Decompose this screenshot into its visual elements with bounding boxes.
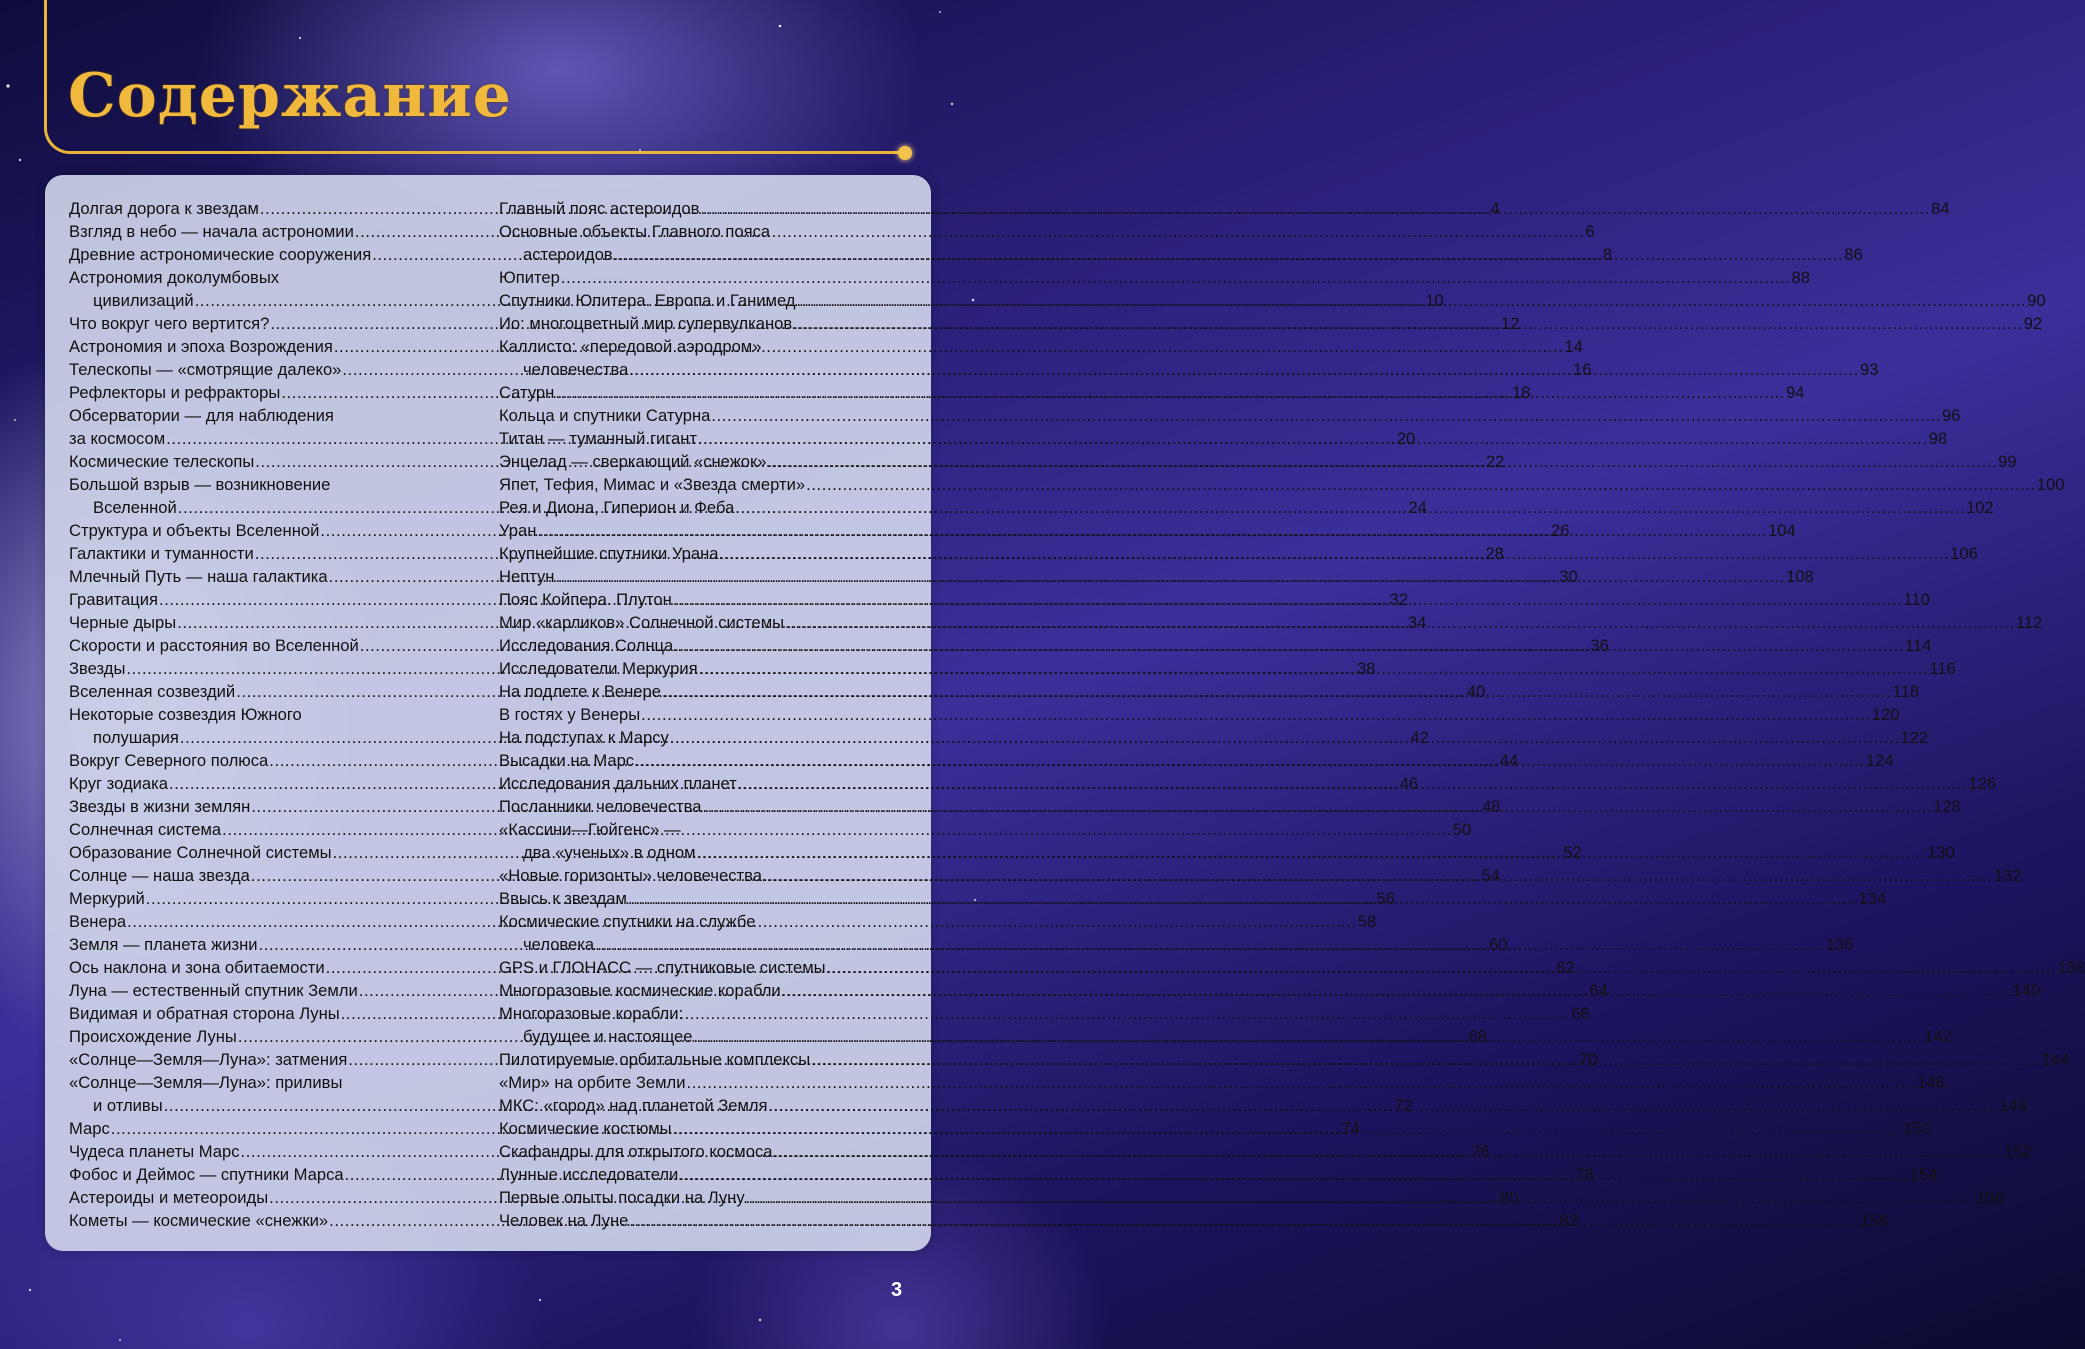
toc-dot-leader — [735, 496, 1965, 519]
toc-dot-leader — [746, 1186, 1976, 1209]
toc-entry-page: 28 — [1485, 544, 1504, 563]
toc-entry-title: Солнечная система — [69, 820, 222, 839]
toc-entry-page: 48 — [1481, 797, 1501, 816]
toc-entry-title-line: «Солнце—Земля—Луна»: приливы — [69, 1073, 343, 1092]
toc-dot-leader — [702, 795, 1932, 818]
toc-entry-page: 124 — [1865, 751, 1894, 770]
toc-entry-page: 130 — [1927, 843, 1955, 862]
toc-entry-title-line: Каллисто: «передовой аэродром» — [499, 337, 762, 356]
toc-entry-page: 92 — [2023, 314, 2043, 333]
toc-dot-leader — [769, 1094, 1999, 1117]
toc-entry-title: «Новые горизонты» человечества — [499, 866, 762, 885]
toc-entry-page: 96 — [1942, 406, 1961, 425]
toc-entry-title: Спутники Юпитера. Европа и Ганимед — [499, 291, 796, 310]
toc-entry-page: 10 — [1425, 291, 1444, 310]
toc-entry-page: 4 — [1490, 199, 1500, 218]
toc-dot-leader — [687, 1071, 1917, 1094]
toc-dot-leader — [629, 1209, 1859, 1232]
toc-entry-title: Чудеса планеты Марс — [69, 1142, 240, 1161]
toc-entry-title: Главный пояс астероидов — [499, 199, 700, 218]
toc-entry-title: Крупнейшие спутники Урана — [499, 544, 719, 563]
toc-entry-title: Энцелад — сверкающий «снежок» — [499, 452, 767, 471]
toc-entry-page: 93 — [1859, 360, 1879, 379]
toc-entry-page: 58 — [1357, 912, 1377, 931]
toc-entry-title: Сатурн — [499, 383, 555, 402]
toc-entry-title: Многоразовые космические корабли — [499, 981, 781, 1000]
toc-entry-page: 86 — [1844, 245, 1863, 264]
toc-entry-page: 98 — [1928, 429, 1948, 448]
toc-entry-title: Исследователи Меркурия — [499, 659, 698, 678]
toc-entry-page: 122 — [1900, 728, 1929, 747]
toc-entry-title: Космические телескопы — [69, 452, 255, 471]
toc-dot-leader — [629, 358, 1859, 381]
toc-entry-title-line: Большой взрыв — возникновение — [69, 475, 331, 494]
toc-entry-title: Первые опыты посадки на Луну — [499, 1188, 745, 1207]
toc-entry-page: 68 — [1468, 1027, 1487, 1046]
toc-dot-leader — [806, 473, 2036, 496]
toc-entry-title: Фобос и Деймос — спутники Марса — [69, 1165, 344, 1184]
toc-entry-page: 66 — [1571, 1004, 1590, 1023]
toc-entry-page: 116 — [1929, 659, 1956, 678]
toc-entry-title: Марс — [69, 1119, 110, 1138]
toc-entry-page: 80 — [1499, 1188, 1519, 1207]
toc-entry-page: 54 — [1481, 866, 1500, 885]
toc-entry-title: «Солнце—Земля—Луна»: затмения — [69, 1050, 348, 1069]
toc-entry-title: Видимая и обратная сторона Луны — [69, 1004, 340, 1023]
toc-entry-title: GPS и ГЛОНАСС — спутниковые системы — [499, 958, 826, 977]
toc-entry-title: Структура и объекты Вселенной — [69, 521, 320, 540]
toc-entry-page: 118 — [1892, 682, 1920, 701]
toc-entry-title: Высадки на Марс — [499, 751, 635, 770]
toc-dot-leader — [673, 588, 1903, 611]
toc-entry-page: 90 — [2027, 291, 2046, 310]
toc-entry-title: астероидов — [523, 245, 613, 264]
toc-entry-title: Венера — [69, 912, 127, 931]
toc-entry-title: Человек на Луне — [499, 1211, 629, 1230]
toc-dot-leader — [700, 197, 1930, 220]
toc-dot-leader — [763, 864, 1993, 887]
toc-entry-page: 132 — [1993, 866, 2022, 885]
toc-entry[interactable] — [499, 266, 1810, 289]
toc-dot-leader — [699, 657, 1929, 680]
toc-entry-page: 62 — [1556, 958, 1575, 977]
toc-entry-title: Пилотируемые орбитальные комплексы — [499, 1050, 811, 1069]
toc-entry[interactable] — [499, 197, 1950, 220]
toc-entry-page: 74 — [1341, 1119, 1360, 1138]
toc-entry-title: Ось наклона и зона обитаемости — [69, 958, 325, 977]
toc-entry-page: 34 — [1407, 613, 1427, 632]
toc-entry-page: 120 — [1871, 705, 1900, 724]
toc-entry-page: 146 — [1917, 1073, 1945, 1092]
toc-entry-page: 84 — [1931, 199, 1950, 218]
toc-entry-page: 56 — [1376, 889, 1395, 908]
toc-dot-leader — [561, 266, 1791, 289]
toc-entry[interactable] — [499, 1071, 1945, 1094]
toc-entry-title: Образование Солнечной системы — [69, 843, 332, 862]
toc-entry-page: 158 — [1859, 1211, 1888, 1230]
toc-entry-title: Нептун — [499, 567, 555, 586]
toc-entry-title-line: Астрономия доколумбовых — [69, 268, 280, 287]
toc-dot-leader — [628, 887, 1858, 910]
toc-entry-page: 104 — [1768, 521, 1796, 540]
toc-entry-title: Что вокруг чего вертится? — [69, 314, 270, 333]
toc-entry-title: Млечный Путь — наша галактика — [69, 567, 328, 586]
toc-entry-title: Рея и Диона, Гиперион и Феба — [499, 498, 735, 517]
toc-entry-title-line: Основные объекты Главного пояса — [499, 222, 771, 241]
toc-entry-title: Мир «карликов» Солнечной системы — [499, 613, 785, 632]
toc-entry-title: Пояс Койпера. Плутон — [499, 590, 672, 609]
toc-entry-page: 14 — [1564, 337, 1583, 356]
toc-entry-title: Взгляд в небо — начала астрономии — [69, 222, 354, 241]
toc-dot-leader — [827, 956, 2057, 979]
toc-entry-title: Кометы — космические «снежки» — [69, 1211, 329, 1230]
toc-dot-leader — [555, 381, 1785, 404]
toc-entry-page: 16 — [1573, 360, 1592, 379]
toc-entry-title-line: Многоразовые корабли: — [499, 1004, 684, 1023]
toc-entry-title: На подступах к Марсу — [499, 728, 669, 747]
toc-entry-page: 6 — [1585, 222, 1595, 241]
toc-entry-title: Ио: многоцветный мир супервулканов — [499, 314, 793, 333]
toc-dot-leader — [674, 634, 1904, 657]
toc-entry-title: Астероиды и метеороиды — [69, 1188, 269, 1207]
toc-entry-title: Япет, Тефия, Мимас и «Звезда смерти» — [499, 475, 806, 494]
toc-entry-page: 88 — [1791, 268, 1810, 287]
toc-entry-page: 156 — [1976, 1188, 2004, 1207]
toc-dot-leader — [679, 1163, 1909, 1186]
toc-dot-leader — [782, 979, 2012, 1002]
toc-entry-title: Происхождение Луны — [69, 1027, 237, 1046]
toc-dot-leader — [662, 680, 1892, 703]
toc-entry-page: 144 — [2041, 1050, 2070, 1069]
toc-entry-title: полушария — [93, 728, 179, 747]
toc-entry-title: Долгая дорога к звездам — [69, 199, 259, 218]
toc-dot-leader — [673, 1117, 1903, 1140]
toc-entry-title: Круг зодиака — [69, 774, 168, 793]
toc-dot-leader — [694, 1025, 1924, 1048]
toc-entry-page: 110 — [1903, 590, 1930, 609]
toc-entry-title: Солнце — наша звезда — [69, 866, 250, 885]
toc-entry-title-line: Космические спутники на службе — [499, 912, 756, 931]
toc-entry-page: 99 — [1998, 452, 2017, 471]
toc-entry-title: Уран — [499, 521, 537, 540]
toc-entry-page: 32 — [1389, 590, 1409, 609]
toc-entry-page: 152 — [2004, 1142, 2032, 1161]
toc-entry-title: за космосом — [69, 429, 166, 448]
toc-entry-title: человечества — [523, 360, 629, 379]
toc-entry-title: В гостях у Венеры — [499, 705, 641, 724]
toc-entry-page: 44 — [1499, 751, 1519, 770]
toc-entry-title: цивилизаций — [93, 291, 194, 310]
toc-entry-title: будущее и настоящее — [523, 1027, 693, 1046]
toc-dot-leader — [697, 841, 1927, 864]
toc-entry-page: 70 — [1578, 1050, 1598, 1069]
toc-entry-page: 94 — [1785, 383, 1805, 402]
toc-entry[interactable] — [499, 220, 1863, 266]
toc-entry-page: 140 — [2012, 981, 2040, 1000]
toc-dot-leader — [635, 749, 1865, 772]
toc-dot-leader — [793, 312, 2023, 335]
toc-dot-leader — [641, 703, 1871, 726]
toc-entry-title: Вселенная созвездий — [69, 682, 236, 701]
toc-entry-page: 102 — [1965, 498, 1994, 517]
toc-entry-page: 40 — [1466, 682, 1486, 701]
toc-entry-title: Меркурий — [69, 889, 145, 908]
toc-entry-page: 106 — [1950, 544, 1978, 563]
toc-entry[interactable] — [499, 473, 2065, 496]
toc-dot-leader — [797, 289, 2027, 312]
toc-entry-title: Титан — туманный гигант — [499, 429, 697, 448]
toc-entry-title: Скорости и расстояния во Вселенной — [69, 636, 359, 655]
toc-entry-title: МКС: «город» над планетой Земля — [499, 1096, 768, 1115]
toc-entry-page: 138 — [2057, 958, 2085, 977]
toc-entry-title: Вселенной — [93, 498, 177, 517]
toc-entry-title: Луна — естественный спутник Земли — [69, 981, 358, 1000]
toc-entry-title-line: Некоторые созвездия Южного — [69, 705, 302, 724]
toc-entry-page: 78 — [1575, 1165, 1594, 1184]
toc-entry-title: Астрономия и эпоха Возрождения — [69, 337, 333, 356]
toc-entry-title: «Мир» на орбите Земли — [499, 1073, 686, 1092]
toc-entry-page: 148 — [1999, 1096, 2027, 1115]
toc-entry-title: Вокруг Северного полюса — [69, 751, 269, 770]
toc-entry-page: 26 — [1550, 521, 1570, 540]
toc-entry[interactable] — [499, 404, 1961, 427]
toc-dot-leader — [811, 1048, 2041, 1071]
page-number: 3 — [891, 1279, 903, 1301]
toc-entry-page: 50 — [1452, 820, 1472, 839]
toc-entry-title: и отливы — [93, 1096, 163, 1115]
toc-dot-leader — [719, 542, 1949, 565]
toc-dot-leader — [670, 726, 1900, 749]
toc-entry-page: 42 — [1410, 728, 1429, 747]
toc-entry-page: 8 — [1602, 245, 1613, 264]
toc-dot-leader — [738, 772, 1968, 795]
toc-dot-leader — [768, 450, 1998, 473]
toc-entry-page: 46 — [1399, 774, 1419, 793]
toc-dot-leader — [614, 243, 1844, 266]
toc-entry-page: 52 — [1563, 843, 1582, 862]
toc-entry-page: 108 — [1786, 567, 1814, 586]
toc-entry-page: 128 — [1933, 797, 1961, 816]
toc-entry-title: Исследования дальних планет — [499, 774, 737, 793]
toc-entry-page: 38 — [1357, 659, 1376, 678]
toc-entry-title: Скафандры для открытого космоса — [499, 1142, 773, 1161]
toc-entry-title: Земля — планета жизни — [69, 935, 258, 954]
toc-dot-leader — [555, 565, 1785, 588]
toc-entry-title: Рефлекторы и рефракторы — [69, 383, 281, 402]
toc-entry-page: 76 — [1471, 1142, 1490, 1161]
toc-entry-page: 64 — [1589, 981, 1608, 1000]
toc-dot-leader — [785, 611, 2015, 634]
toc-entry-page: 12 — [1500, 314, 1520, 333]
toc-entry-title: Древние астрономические сооружения — [69, 245, 372, 264]
toc-entry-page: 60 — [1489, 935, 1508, 954]
toc-entry-page: 142 — [1924, 1027, 1952, 1046]
toc-entry-page: 18 — [1511, 383, 1531, 402]
toc-entry-page: 154 — [1909, 1165, 1938, 1184]
toc-entry-title: Посланники человечества — [499, 797, 702, 816]
toc-entry-title: Звезды в жизни землян — [69, 797, 251, 816]
toc-entry-page: 36 — [1590, 636, 1609, 655]
toc-entry-page: 150 — [1903, 1119, 1931, 1138]
toc-entry-title-line: Обсерватории — для наблюдения — [69, 406, 334, 425]
toc-entry-title-line: «Кассини—Гюйгенс» — — [499, 820, 681, 839]
toc-dot-leader — [698, 427, 1928, 450]
toc-dot-leader — [537, 519, 1767, 542]
toc-dot-leader — [711, 404, 1941, 427]
toc-entry-title: два «ученых» в одном — [523, 843, 696, 862]
toc-entry-title: Лунные исследователи — [499, 1165, 679, 1184]
toc-entry-title: Космические костюмы — [499, 1119, 672, 1138]
toc-entry-page: 82 — [1559, 1211, 1579, 1230]
toc-entry-title: Юпитер — [499, 268, 560, 287]
toc-entry-page: 30 — [1559, 567, 1578, 586]
toc-entry-title: Гравитация — [69, 590, 158, 609]
toc-entry-page: 134 — [1858, 889, 1887, 908]
toc-entry-page: 72 — [1394, 1096, 1413, 1115]
toc-entry-page: 20 — [1396, 429, 1416, 448]
toc-entry-page: 22 — [1485, 452, 1505, 471]
toc-entry-title: Исследования Солнца — [499, 636, 674, 655]
toc-entry[interactable] — [499, 703, 1900, 726]
toc-entry-title: Кольца и спутники Сатурна — [499, 406, 711, 425]
toc-entry-title: Телескопы — «смотрящие далеко» — [69, 360, 342, 379]
page-title: Содержание — [68, 61, 512, 131]
toc-entry-title: Галактики и туманности — [69, 544, 254, 563]
toc-entry-title: Ввысь к звездам — [499, 889, 627, 908]
toc-entry-page: 24 — [1408, 498, 1427, 517]
title-frame-dot — [898, 146, 912, 160]
toc-entry-page: 136 — [1825, 935, 1854, 954]
toc-entry-title: Черные дыры — [69, 613, 177, 632]
toc-dot-leader — [773, 1140, 2003, 1163]
toc-entry-title: На подлете к Венере — [499, 682, 661, 701]
toc-entry-title: человека — [523, 935, 595, 954]
toc-entry-page: 114 — [1904, 636, 1932, 655]
toc-entry-page: 126 — [1968, 774, 1997, 793]
toc-entry-page: 100 — [2036, 475, 2065, 494]
toc-entry-page: 112 — [2015, 613, 2043, 632]
toc-dot-leader — [595, 933, 1825, 956]
toc-entry-title: Звезды — [69, 659, 126, 678]
